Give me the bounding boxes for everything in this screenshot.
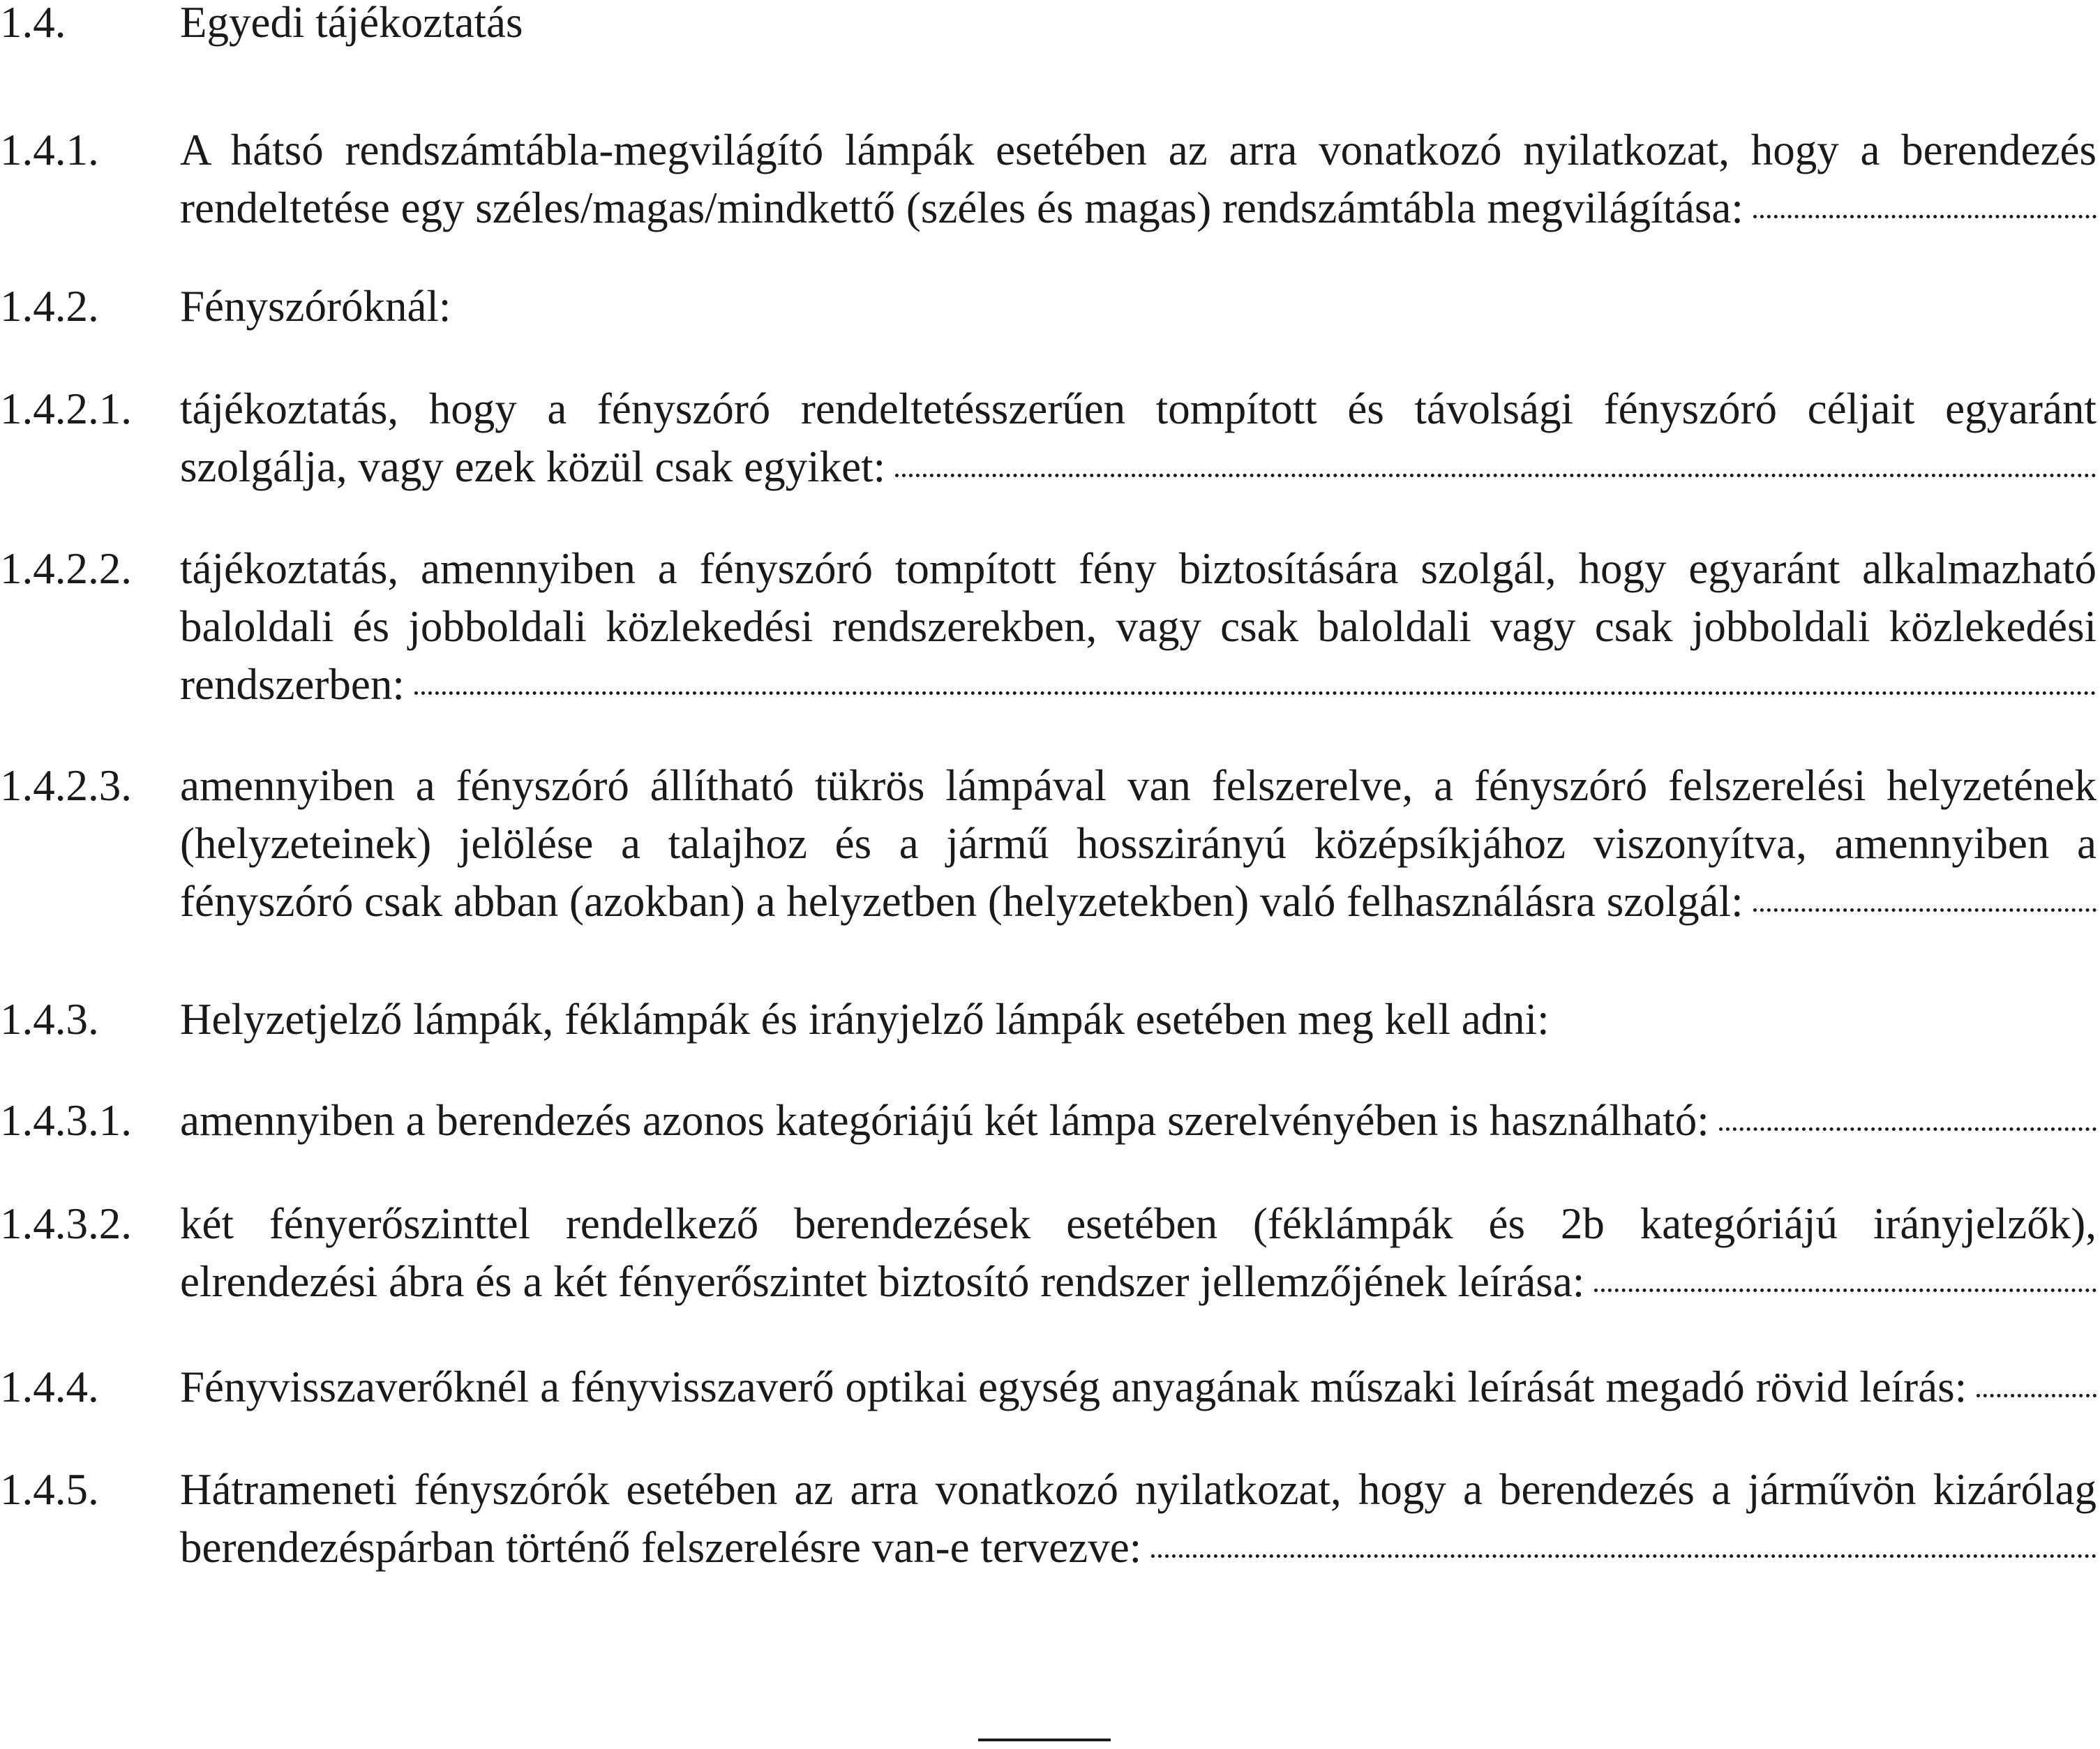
section-text xyxy=(180,1092,2097,1150)
section-number: 1.4.2. xyxy=(0,282,99,331)
section-text xyxy=(180,380,2097,496)
section-number: 1.4.2.1. xyxy=(0,384,132,433)
section-number: 1.4.3.2. xyxy=(0,1199,132,1248)
section-number: 1.4.3.1. xyxy=(0,1096,132,1145)
dotted-leader xyxy=(414,691,2097,695)
dotted-leader xyxy=(895,474,2097,477)
section-text xyxy=(180,1195,2097,1311)
text-line-with-leader xyxy=(180,438,2097,496)
text-line: rendeltetése egy széles/magas/mindkettő (széles és magas) rendszámtábla megvilágítása: xyxy=(180,183,1743,232)
text-line-with-leader xyxy=(180,1092,2097,1150)
text-line-with-leader xyxy=(180,179,2097,237)
text-line: Egyedi tájékoztatás xyxy=(180,0,523,47)
section-number: 1.4.2.3. xyxy=(0,761,132,810)
section-end-rule xyxy=(978,1739,1111,1741)
section-number: 1.4.2.2. xyxy=(0,544,132,593)
text-line: két fényerőszinttel rendelkező berendezések esetében (féklámpák és 2b kategóriájú irányjelzők), xyxy=(180,1199,2097,1248)
text-line-with-leader xyxy=(180,1358,2097,1416)
section-number: 1.4.3. xyxy=(0,995,99,1044)
text-line: A hátsó rendszámtábla-megvilágító lámpák esetében az arra vonatkozó nyilatkozat, hogy a berendezés xyxy=(180,126,2097,174)
text-line-with-leader xyxy=(180,656,2097,714)
text-line: baloldali és jobboldali közlekedési rendszerekben, vagy csak baloldali vagy csak jobboldali közlekedési xyxy=(180,602,2097,651)
text-line: elrendezési ábra és a két fényerőszintet biztosító rendszer jellemzőjének leírása: xyxy=(180,1257,1585,1306)
text-line: Helyzetjelző lámpák, féklámpák és irányjelző lámpák esetében meg kell adni: xyxy=(180,995,1550,1044)
dotted-leader xyxy=(1151,1554,2097,1558)
section-text xyxy=(180,1461,2097,1577)
dotted-leader xyxy=(1753,215,2097,218)
text-line-with-leader xyxy=(180,1253,2097,1311)
section-number: 1.4.4. xyxy=(0,1363,99,1411)
dotted-leader xyxy=(1977,1394,2097,1397)
section-number: 1.4. xyxy=(0,0,66,47)
text-line: Fényvisszaverőknél a fényvisszaverő optikai egység anyagának műszaki leírását megadó rövid leírás: xyxy=(180,1363,1967,1411)
section-text xyxy=(180,0,2097,52)
text-line-with-leader xyxy=(180,873,2097,931)
section-text xyxy=(180,991,2097,1049)
dotted-leader xyxy=(1594,1289,2097,1292)
section-text xyxy=(180,278,2097,336)
text-line: tájékoztatás, hogy a fényszóró rendeltetésszerűen tompított és távolsági fényszóró céljait egyaránt xyxy=(180,384,2097,433)
section-text xyxy=(180,1358,2097,1416)
section-text xyxy=(180,540,2097,714)
text-line: Hátrameneti fényszórók esetében az arra vonatkozó nyilatkozat, hogy a berendezés a járművön kizárólag xyxy=(180,1465,2097,1514)
dotted-leader xyxy=(1753,908,2097,912)
text-line: Fényszóróknál: xyxy=(180,282,451,331)
dotted-leader xyxy=(1719,1127,2097,1131)
section-number: 1.4.1. xyxy=(0,126,99,174)
text-line: fényszóró csak abban (azokban) a helyzetben (helyzetekben) való felhasználásra szolgál: xyxy=(180,877,1743,926)
section-number: 1.4.5. xyxy=(0,1465,99,1514)
text-line: tájékoztatás, amennyiben a fényszóró tompított fény biztosítására szolgál, hogy egyaránt alkalmazható xyxy=(180,544,2097,593)
text-line: berendezéspárban történő felszerelésre van-e tervezve: xyxy=(180,1523,1142,1572)
text-line: amennyiben a fényszóró állítható tükrös lámpával van felszerelve, a fényszóró felszerelési helyzetének xyxy=(180,761,2097,810)
text-line: szolgálja, vagy ezek közül csak egyiket: xyxy=(180,442,886,491)
section-text xyxy=(180,757,2097,931)
section-text xyxy=(180,121,2097,237)
text-line: (helyzeteinek) jelölése a talajhoz és a jármű hosszirányú középsíkjához viszonyítva, amennyiben a xyxy=(180,819,2097,868)
text-line: amennyiben a berendezés azonos kategóriájú két lámpa szerelvényében is használható: xyxy=(180,1096,1709,1145)
text-line-with-leader xyxy=(180,1519,2097,1577)
text-line: rendszerben: xyxy=(180,660,405,709)
